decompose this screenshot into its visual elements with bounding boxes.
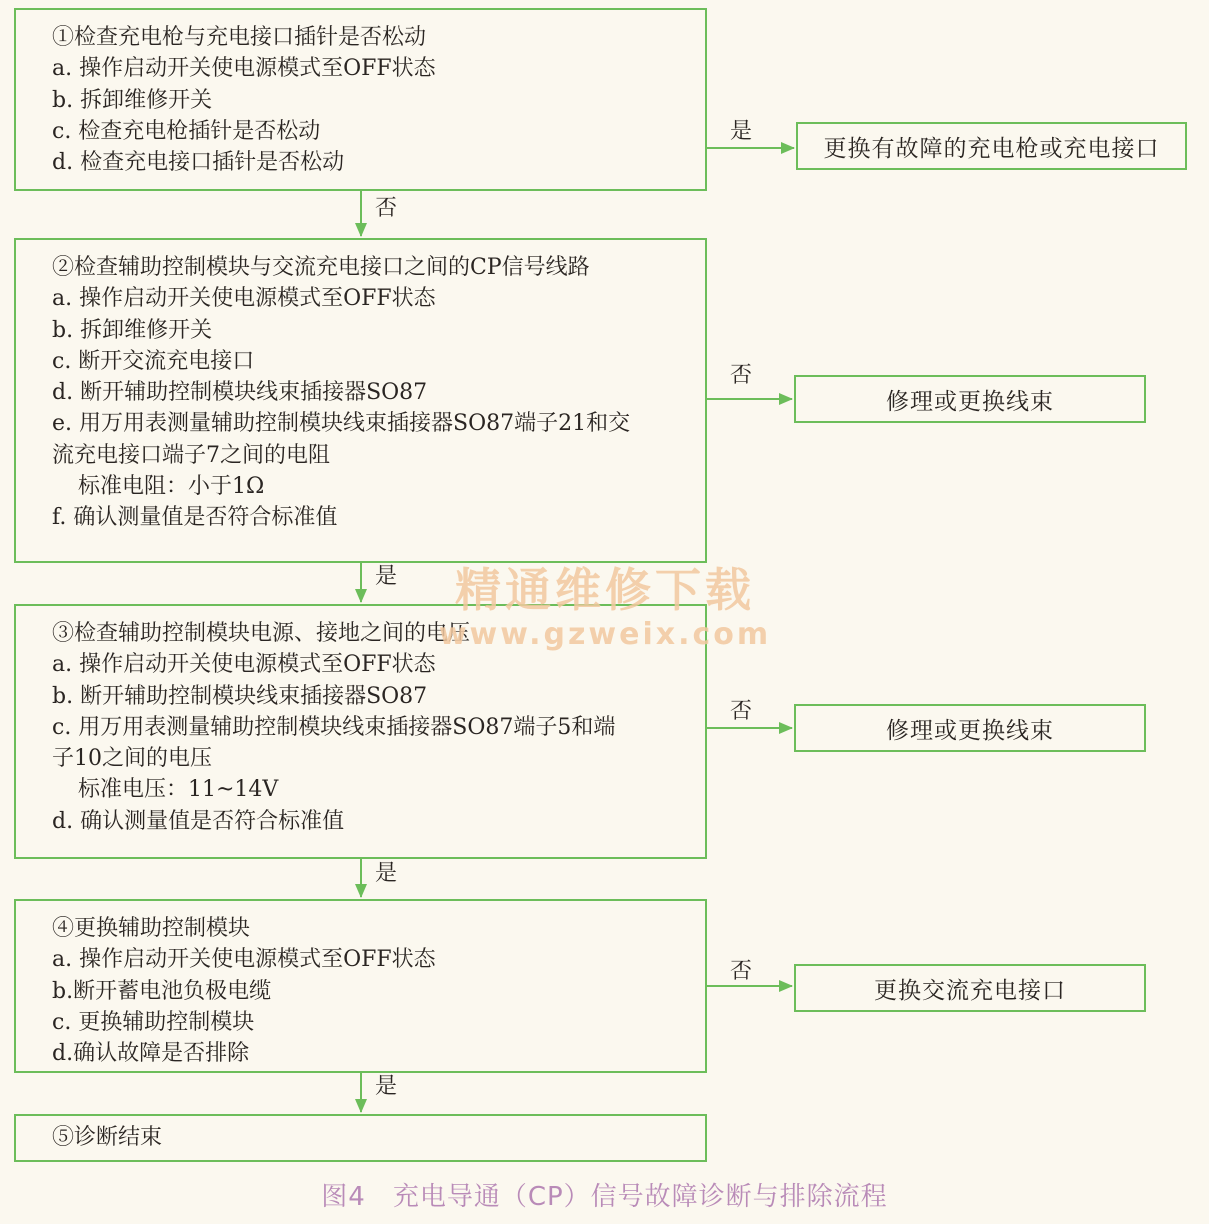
step-3-box	[14, 604, 707, 859]
down-label-4: 是	[375, 1074, 398, 1099]
step-1-line-b: b. 拆卸维修开关	[52, 87, 213, 113]
down-label-2: 是	[375, 564, 398, 589]
step-2-line-f: f. 确认测量值是否符合标准值	[52, 505, 338, 531]
step-2-line-d: d. 断开辅助控制模块线束插接器SO87	[52, 380, 428, 406]
result-3-label: 修理或更换线束	[886, 717, 1054, 744]
step-3-title: ③检查辅助控制模块电源、接地之间的电压	[52, 621, 471, 646]
step-2-standard: 标准电阻：小于1Ω	[78, 474, 265, 500]
step-3-line-a: a. 操作启动开关使电源模式至OFF状态	[52, 652, 436, 678]
side-label-4: 否	[730, 959, 753, 984]
step-4-line-b: b.断开蓄电池负极电缆	[52, 978, 272, 1004]
result-1-box	[796, 122, 1187, 170]
step-2-line-e: e. 用万用表测量辅助控制模块线束插接器SO87端子21和交	[52, 411, 631, 437]
side-label-2: 否	[730, 363, 753, 388]
step-2-line-c: c. 断开交流充电接口	[52, 348, 255, 374]
step-4-line-a: a. 操作启动开关使电源模式至OFF状态	[52, 947, 436, 973]
step-2-title: ②检查辅助控制模块与交流充电接口之间的CP信号线路	[52, 255, 590, 280]
step-3-line-c: c. 用万用表测量辅助控制模块线束插接器SO87端子5和端	[52, 714, 616, 740]
step-3-line-b: b. 断开辅助控制模块线束插接器SO87	[52, 683, 428, 709]
step-3-standard: 标准电压：11~14V	[78, 777, 279, 803]
step-4-line-c: c. 更换辅助控制模块	[52, 1009, 255, 1035]
step-4-title: ④更换辅助控制模块	[52, 916, 251, 941]
step-1-line-a: a. 操作启动开关使电源模式至OFF状态	[52, 56, 436, 82]
figure-caption: 图4 充电导通（CP）信号故障诊断与排除流程	[321, 1182, 888, 1212]
side-label-3: 否	[730, 699, 753, 724]
side-label-1: 是	[730, 119, 753, 144]
step-1-line-d: d. 检查充电接口插针是否松动	[52, 150, 345, 176]
step-2-line-b: b. 拆卸维修开关	[52, 317, 213, 343]
step-1-box	[14, 8, 707, 191]
step-4-line-d: d.确认故障是否排除	[52, 1041, 250, 1067]
step-1-line-c: c. 检查充电枪插针是否松动	[52, 118, 321, 144]
step-5-title: ⑤诊断结束	[52, 1125, 163, 1150]
step-2-box	[14, 238, 707, 563]
step-1-title: ①检查充电枪与充电接口插针是否松动	[52, 25, 427, 50]
result-4-label: 更换交流充电接口	[874, 977, 1066, 1004]
down-label-1: 否	[375, 196, 398, 221]
result-1-label: 更换有故障的充电枪或充电接口	[823, 135, 1160, 162]
watermark-text: 精通维修下载	[455, 563, 755, 617]
result-4-box	[794, 964, 1146, 1012]
watermark-url: www.gzweix.com	[438, 617, 772, 652]
down-label-3: 是	[375, 861, 398, 886]
step-3-line-c-cont: 子10之间的电压	[52, 746, 212, 772]
step-2-line-e-cont: 流充电接口端子7之间的电阻	[52, 442, 330, 468]
step-4-box	[14, 899, 707, 1073]
result-2-box	[794, 375, 1146, 423]
step-5-box	[14, 1114, 707, 1162]
result-2-label: 修理或更换线束	[886, 388, 1054, 415]
step-3-line-d: d. 确认测量值是否符合标准值	[52, 808, 345, 834]
step-2-line-a: a. 操作启动开关使电源模式至OFF状态	[52, 286, 436, 312]
result-3-box	[794, 704, 1146, 752]
